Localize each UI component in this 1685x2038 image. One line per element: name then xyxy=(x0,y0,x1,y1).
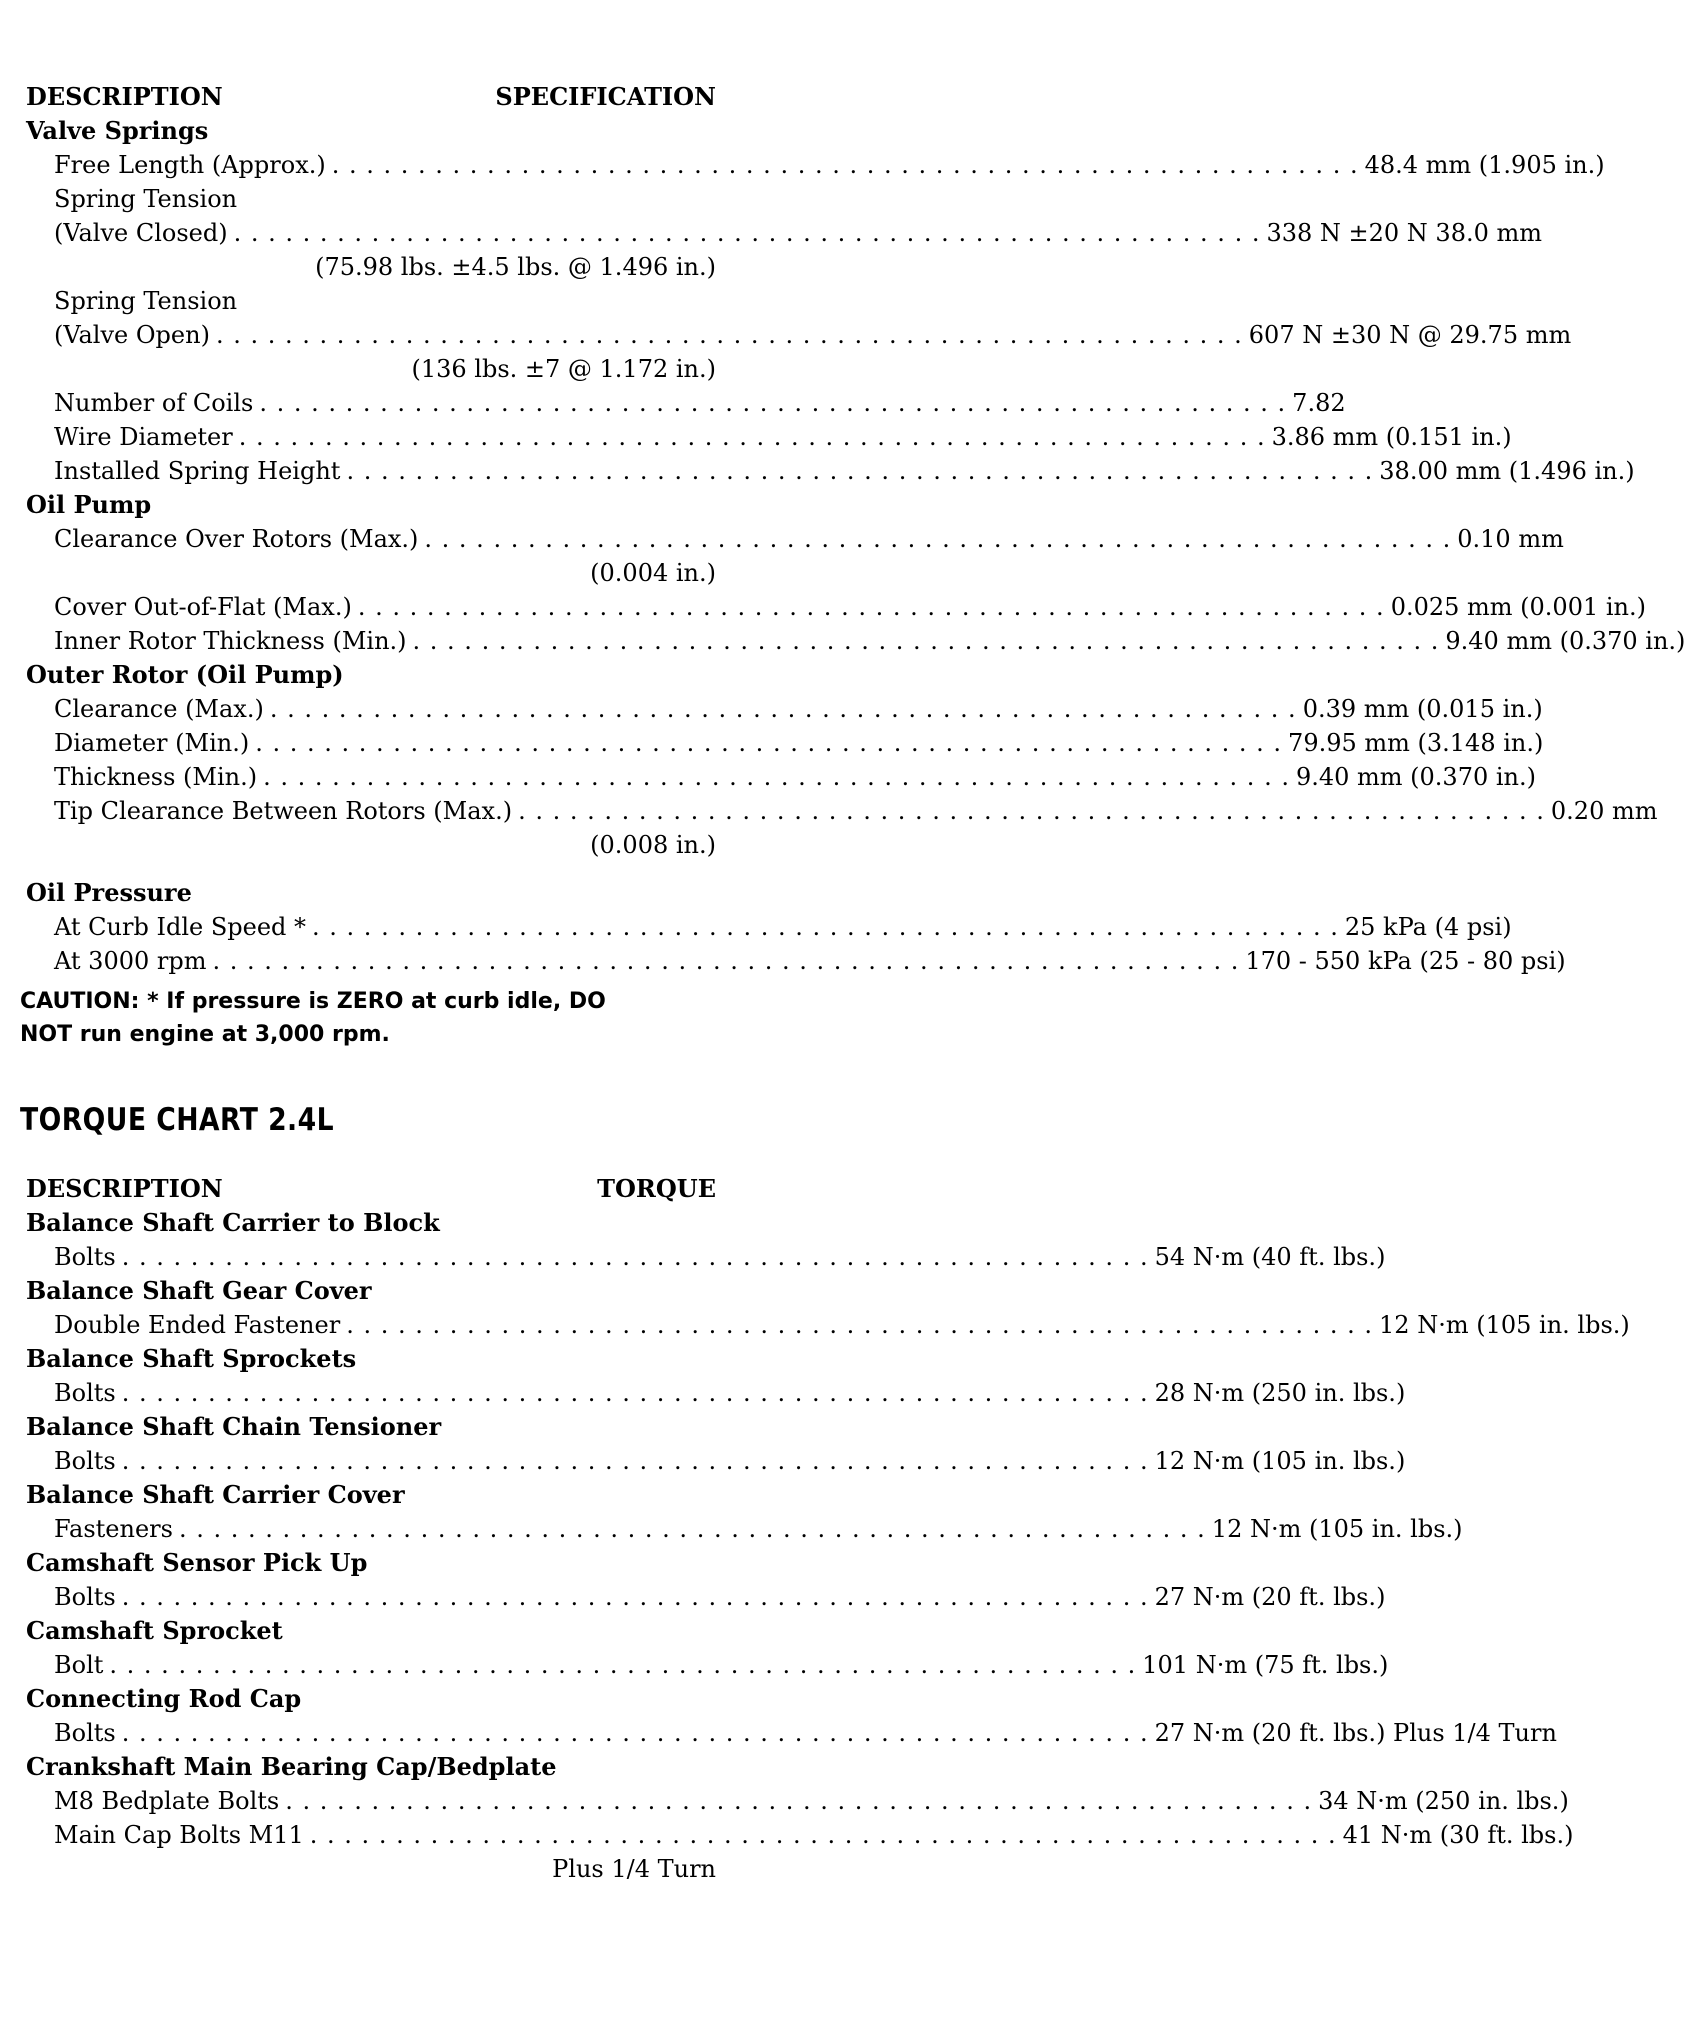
leader-dots: . . . . . . . . . . . . . . . . . . . . . . . . . . . . . . . . . . . . . . . . . . . . . . . . . . . . . . . . . . . . xyxy=(215,321,1243,349)
leader-dots: . . . . . . . . . . . . . . . . . . . . . . . . . . . . . . . . . . . . . . . . . . . . . . . . . . . . . . . . . . . . xyxy=(518,797,1545,825)
spec-label: Wire Diameter xyxy=(54,423,233,451)
spec-value: 9.40 mm (0.370 in.) xyxy=(1445,627,1685,655)
spec-row xyxy=(26,944,1566,978)
caution-line-2: NOT run engine at 3,000 rpm. xyxy=(20,1022,390,1047)
torque-group-title: Balance Shaft Sprockets xyxy=(26,1344,357,1373)
spec-label: (Valve Closed) xyxy=(54,219,228,247)
spec-value: 170 - 550 kPa (25 - 80 psi) xyxy=(1245,947,1566,975)
torque-row xyxy=(26,1308,1630,1342)
torque-chart-title: TORQUE CHART 2.4L xyxy=(20,1102,335,1138)
leader-dots: . . . . . . . . . . . . . . . . . . . . . . . . . . . . . . . . . . . . . . . . . . . . . . . . . . . . . . . . . . . . xyxy=(121,1447,1149,1475)
spec-value: 38.00 mm (1.496 in.) xyxy=(1379,457,1635,485)
leader-dots: . . . . . . . . . . . . . . . . . . . . . . . . . . . . . . . . . . . . . . . . . . . . . . . . . . . . . . . . . . . . xyxy=(263,763,1290,791)
spec-row xyxy=(26,794,1658,828)
torque-group-title: Connecting Rod Cap xyxy=(26,1684,302,1713)
leader-dots: . . . . . . . . . . . . . . . . . . . . . . . . . . . . . . . . . . . . . . . . . . . . . . . . . . . . . . . . . . . . xyxy=(233,219,1261,247)
spec-label: Free Length (Approx.) xyxy=(54,151,326,179)
torque-value: 34 N·m (250 in. lbs.) xyxy=(1318,1787,1569,1815)
torque-row xyxy=(26,1818,1574,1852)
spec-value-continuation: (136 lbs. ±7 @ 1.172 in.) xyxy=(411,355,716,383)
torque-group-title: Balance Shaft Carrier Cover xyxy=(26,1480,405,1509)
specification-table xyxy=(26,80,1685,978)
spec-label: Inner Rotor Thickness (Min.) xyxy=(54,627,407,655)
spec-label: Installed Spring Height xyxy=(54,457,341,485)
spec-label: Thickness (Min.) xyxy=(54,763,258,791)
caution-line-1: CAUTION: * If pressure is ZERO at curb idle, DO xyxy=(20,989,606,1014)
torque-row xyxy=(26,1240,1386,1274)
leader-dots: . . . . . . . . . . . . . . . . . . . . . . . . . . . . . . . . . . . . . . . . . . . . . . . . . . . . . . . . . . . . xyxy=(212,947,1240,975)
spec-label: Clearance (Max.) xyxy=(54,695,264,723)
spec-value-continuation: (0.008 in.) xyxy=(590,831,716,859)
spec-label: Spring Tension xyxy=(54,287,238,315)
spec-label: Spring Tension xyxy=(54,185,238,213)
torque-label: Main Cap Bolts M11 xyxy=(54,1821,304,1849)
leader-dots: . . . . . . . . . . . . . . . . . . . . . . . . . . . . . . . . . . . . . . . . . . . . . . . . . . . . . . . . . . . . xyxy=(312,913,1339,941)
torque-value: 12 N·m (105 in. lbs.) xyxy=(1211,1515,1463,1543)
spec-label: At Curb Idle Speed * xyxy=(54,913,307,941)
spec-value: 0.39 mm (0.015 in.) xyxy=(1302,695,1543,723)
spec-row xyxy=(26,624,1685,658)
spec-label: (Valve Open) xyxy=(54,321,210,349)
torque-label: M8 Bedplate Bolts xyxy=(54,1787,280,1815)
leader-dots: . . . . . . . . . . . . . . . . . . . . . . . . . . . . . . . . . . . . . . . . . . . . . . . . . . . . . . . . . . . . xyxy=(346,457,1374,485)
torque-label: Bolt xyxy=(54,1651,104,1679)
torque-group-title: Crankshaft Main Bearing Cap/Bedplate xyxy=(26,1752,557,1781)
torque-row xyxy=(26,1376,1406,1410)
spec-value: 0.025 mm (0.001 in.) xyxy=(1390,593,1646,621)
torque-value: 28 N·m (250 in. lbs.) xyxy=(1154,1379,1406,1407)
spec-value: 338 N ±20 N 38.0 mm xyxy=(1266,219,1543,247)
spec-label: Diameter (Min.) xyxy=(54,729,250,757)
spec-row xyxy=(26,522,1564,556)
leader-dots: . . . . . . . . . . . . . . . . . . . . . . . . . . . . . . . . . . . . . . . . . . . . . . . . . . . . . . . . . . . . xyxy=(412,627,1440,655)
spec-value-continuation: (0.004 in.) xyxy=(590,559,716,587)
spec-row xyxy=(26,692,1543,726)
spec-label: At 3000 rpm xyxy=(54,947,207,975)
spec-value: 79.95 mm (3.148 in.) xyxy=(1288,729,1544,757)
torque-group-title: Camshaft Sprocket xyxy=(26,1616,283,1645)
spacer xyxy=(26,862,716,876)
torque-label: Double Ended Fastener xyxy=(54,1311,341,1339)
leader-dots: . . . . . . . . . . . . . . . . . . . . . . . . . . . . . . . . . . . . . . . . . . . . . . . . . . . . . . . . . . . . xyxy=(121,1719,1149,1747)
spec-row xyxy=(26,148,1605,182)
leader-dots: . . . . . . . . . . . . . . . . . . . . . . . . . . . . . . . . . . . . . . . . . . . . . . . . . . . . . . . . . . . . xyxy=(269,695,1297,723)
torque-row xyxy=(26,1512,1463,1546)
spec-value: 25 kPa (4 psi) xyxy=(1344,913,1512,941)
leader-dots: . . . . . . . . . . . . . . . . . . . . . . . . . . . . . . . . . . . . . . . . . . . . . . . . . . . . . . . . . . . . xyxy=(346,1311,1374,1339)
torque-value: 12 N·m (105 in. lbs.) xyxy=(1379,1311,1630,1339)
leader-dots: . . . . . . . . . . . . . . . . . . . . . . . . . . . . . . . . . . . . . . . . . . . . . . . . . . . . . . . . . . . . xyxy=(285,1787,1313,1815)
leader-dots: . . . . . . . . . . . . . . . . . . . . . . . . . . . . . . . . . . . . . . . . . . . . . . . . . . . . . . . . . . . . xyxy=(259,389,1287,417)
spec-header xyxy=(26,80,716,114)
torque-group-title: Camshaft Sensor Pick Up xyxy=(26,1548,368,1577)
torque-value: 27 N·m (20 ft. lbs.) xyxy=(1154,1583,1386,1611)
torque-group-title: Balance Shaft Chain Tensioner xyxy=(26,1412,442,1441)
spec-label: Tip Clearance Between Rotors (Max.) xyxy=(54,797,513,825)
torque-group-title: Balance Shaft Gear Cover xyxy=(26,1276,372,1305)
spec-row xyxy=(26,318,1572,352)
torque-value: 54 N·m (40 ft. lbs.) xyxy=(1154,1243,1386,1271)
spec-value: 3.86 mm (0.151 in.) xyxy=(1271,423,1512,451)
leader-dots: . . . . . . . . . . . . . . . . . . . . . . . . . . . . . . . . . . . . . . . . . . . . . . . . . . . . . . . . . . . . xyxy=(331,151,1359,179)
caution-note xyxy=(20,985,720,1051)
spec-row xyxy=(26,420,1512,454)
spec-header-specification: SPECIFICATION xyxy=(495,82,716,111)
torque-header-torque: TORQUE xyxy=(597,1174,716,1203)
torque-value-continuation: Plus 1/4 Turn xyxy=(552,1855,716,1883)
spec-row xyxy=(26,216,1543,250)
torque-row xyxy=(26,1716,1557,1750)
leader-dots: . . . . . . . . . . . . . . . . . . . . . . . . . . . . . . . . . . . . . . . . . . . . . . . . . . . . . . . . . . . . xyxy=(238,423,1266,451)
torque-label: Bolts xyxy=(54,1243,116,1271)
spec-header-description: DESCRIPTION xyxy=(26,82,223,111)
torque-label: Bolts xyxy=(54,1583,116,1611)
spec-label: Cover Out-of-Flat (Max.) xyxy=(54,593,352,621)
torque-label: Fasteners xyxy=(54,1515,173,1543)
group-oil-pressure: Oil Pressure xyxy=(26,878,192,907)
group-valve-springs: Valve Springs xyxy=(26,116,209,145)
leader-dots: . . . . . . . . . . . . . . . . . . . . . . . . . . . . . . . . . . . . . . . . . . . . . . . . . . . . . . . . . . . . xyxy=(309,1821,1337,1849)
torque-row xyxy=(26,1580,1386,1614)
spec-row xyxy=(26,454,1635,488)
leader-dots: . . . . . . . . . . . . . . . . . . . . . . . . . . . . . . . . . . . . . . . . . . . . . . . . . . . . . . . . . . . . xyxy=(121,1583,1149,1611)
torque-row xyxy=(26,1648,1389,1682)
spec-value-continuation: (75.98 lbs. ±4.5 lbs. @ 1.496 in.) xyxy=(315,253,716,281)
spec-row xyxy=(26,910,1512,944)
leader-dots: . . . . . . . . . . . . . . . . . . . . . . . . . . . . . . . . . . . . . . . . . . . . . . . . . . . . . . . . . . . . xyxy=(109,1651,1137,1679)
torque-label: Bolts xyxy=(54,1447,116,1475)
torque-group-title: Balance Shaft Carrier to Block xyxy=(26,1208,440,1237)
spec-label: Clearance Over Rotors (Max.) xyxy=(54,525,419,553)
torque-row xyxy=(26,1444,1406,1478)
spec-value: 0.10 mm xyxy=(1457,525,1564,553)
leader-dots: . . . . . . . . . . . . . . . . . . . . . . . . . . . . . . . . . . . . . . . . . . . . . . . . . . . . . . . . . . . . xyxy=(357,593,1385,621)
torque-row xyxy=(26,1784,1569,1818)
torque-value: 12 N·m (105 in. lbs.) xyxy=(1154,1447,1406,1475)
spec-value: 7.82 xyxy=(1292,389,1346,417)
leader-dots: . . . . . . . . . . . . . . . . . . . . . . . . . . . . . . . . . . . . . . . . . . . . . . . . . . . . . . . . . . . . xyxy=(424,525,1452,553)
torque-header xyxy=(26,1172,716,1206)
torque-label: Bolts xyxy=(54,1379,116,1407)
torque-value: 41 N·m (30 ft. lbs.) xyxy=(1342,1821,1574,1849)
spec-value: 607 N ±30 N @ 29.75 mm xyxy=(1248,321,1572,349)
spec-label: Number of Coils xyxy=(54,389,254,417)
spec-row xyxy=(26,726,1544,760)
torque-value: 101 N·m (75 ft. lbs.) xyxy=(1142,1651,1389,1679)
spec-row xyxy=(26,386,1346,420)
torque-table xyxy=(26,1172,1630,1886)
spec-value: 48.4 mm (1.905 in.) xyxy=(1364,151,1605,179)
torque-label: Bolts xyxy=(54,1719,116,1747)
leader-dots: . . . . . . . . . . . . . . . . . . . . . . . . . . . . . . . . . . . . . . . . . . . . . . . . . . . . . . . . . . . . xyxy=(255,729,1283,757)
spec-value: 0.20 mm xyxy=(1550,797,1658,825)
leader-dots: . . . . . . . . . . . . . . . . . . . . . . . . . . . . . . . . . . . . . . . . . . . . . . . . . . . . . . . . . . . . xyxy=(121,1243,1149,1271)
spec-value: 9.40 mm (0.370 in.) xyxy=(1295,763,1536,791)
spec-row xyxy=(26,590,1646,624)
leader-dots: . . . . . . . . . . . . . . . . . . . . . . . . . . . . . . . . . . . . . . . . . . . . . . . . . . . . . . . . . . . . xyxy=(121,1379,1149,1407)
torque-header-description: DESCRIPTION xyxy=(26,1174,223,1203)
spec-row xyxy=(26,760,1536,794)
torque-value: 27 N·m (20 ft. lbs.) Plus 1/4 Turn xyxy=(1154,1719,1557,1747)
leader-dots: . . . . . . . . . . . . . . . . . . . . . . . . . . . . . . . . . . . . . . . . . . . . . . . . . . . . . . . . . . . . xyxy=(178,1515,1206,1543)
group-oil-pump: Oil Pump xyxy=(26,490,152,519)
group-outer-rotor: Outer Rotor (Oil Pump) xyxy=(26,660,344,689)
